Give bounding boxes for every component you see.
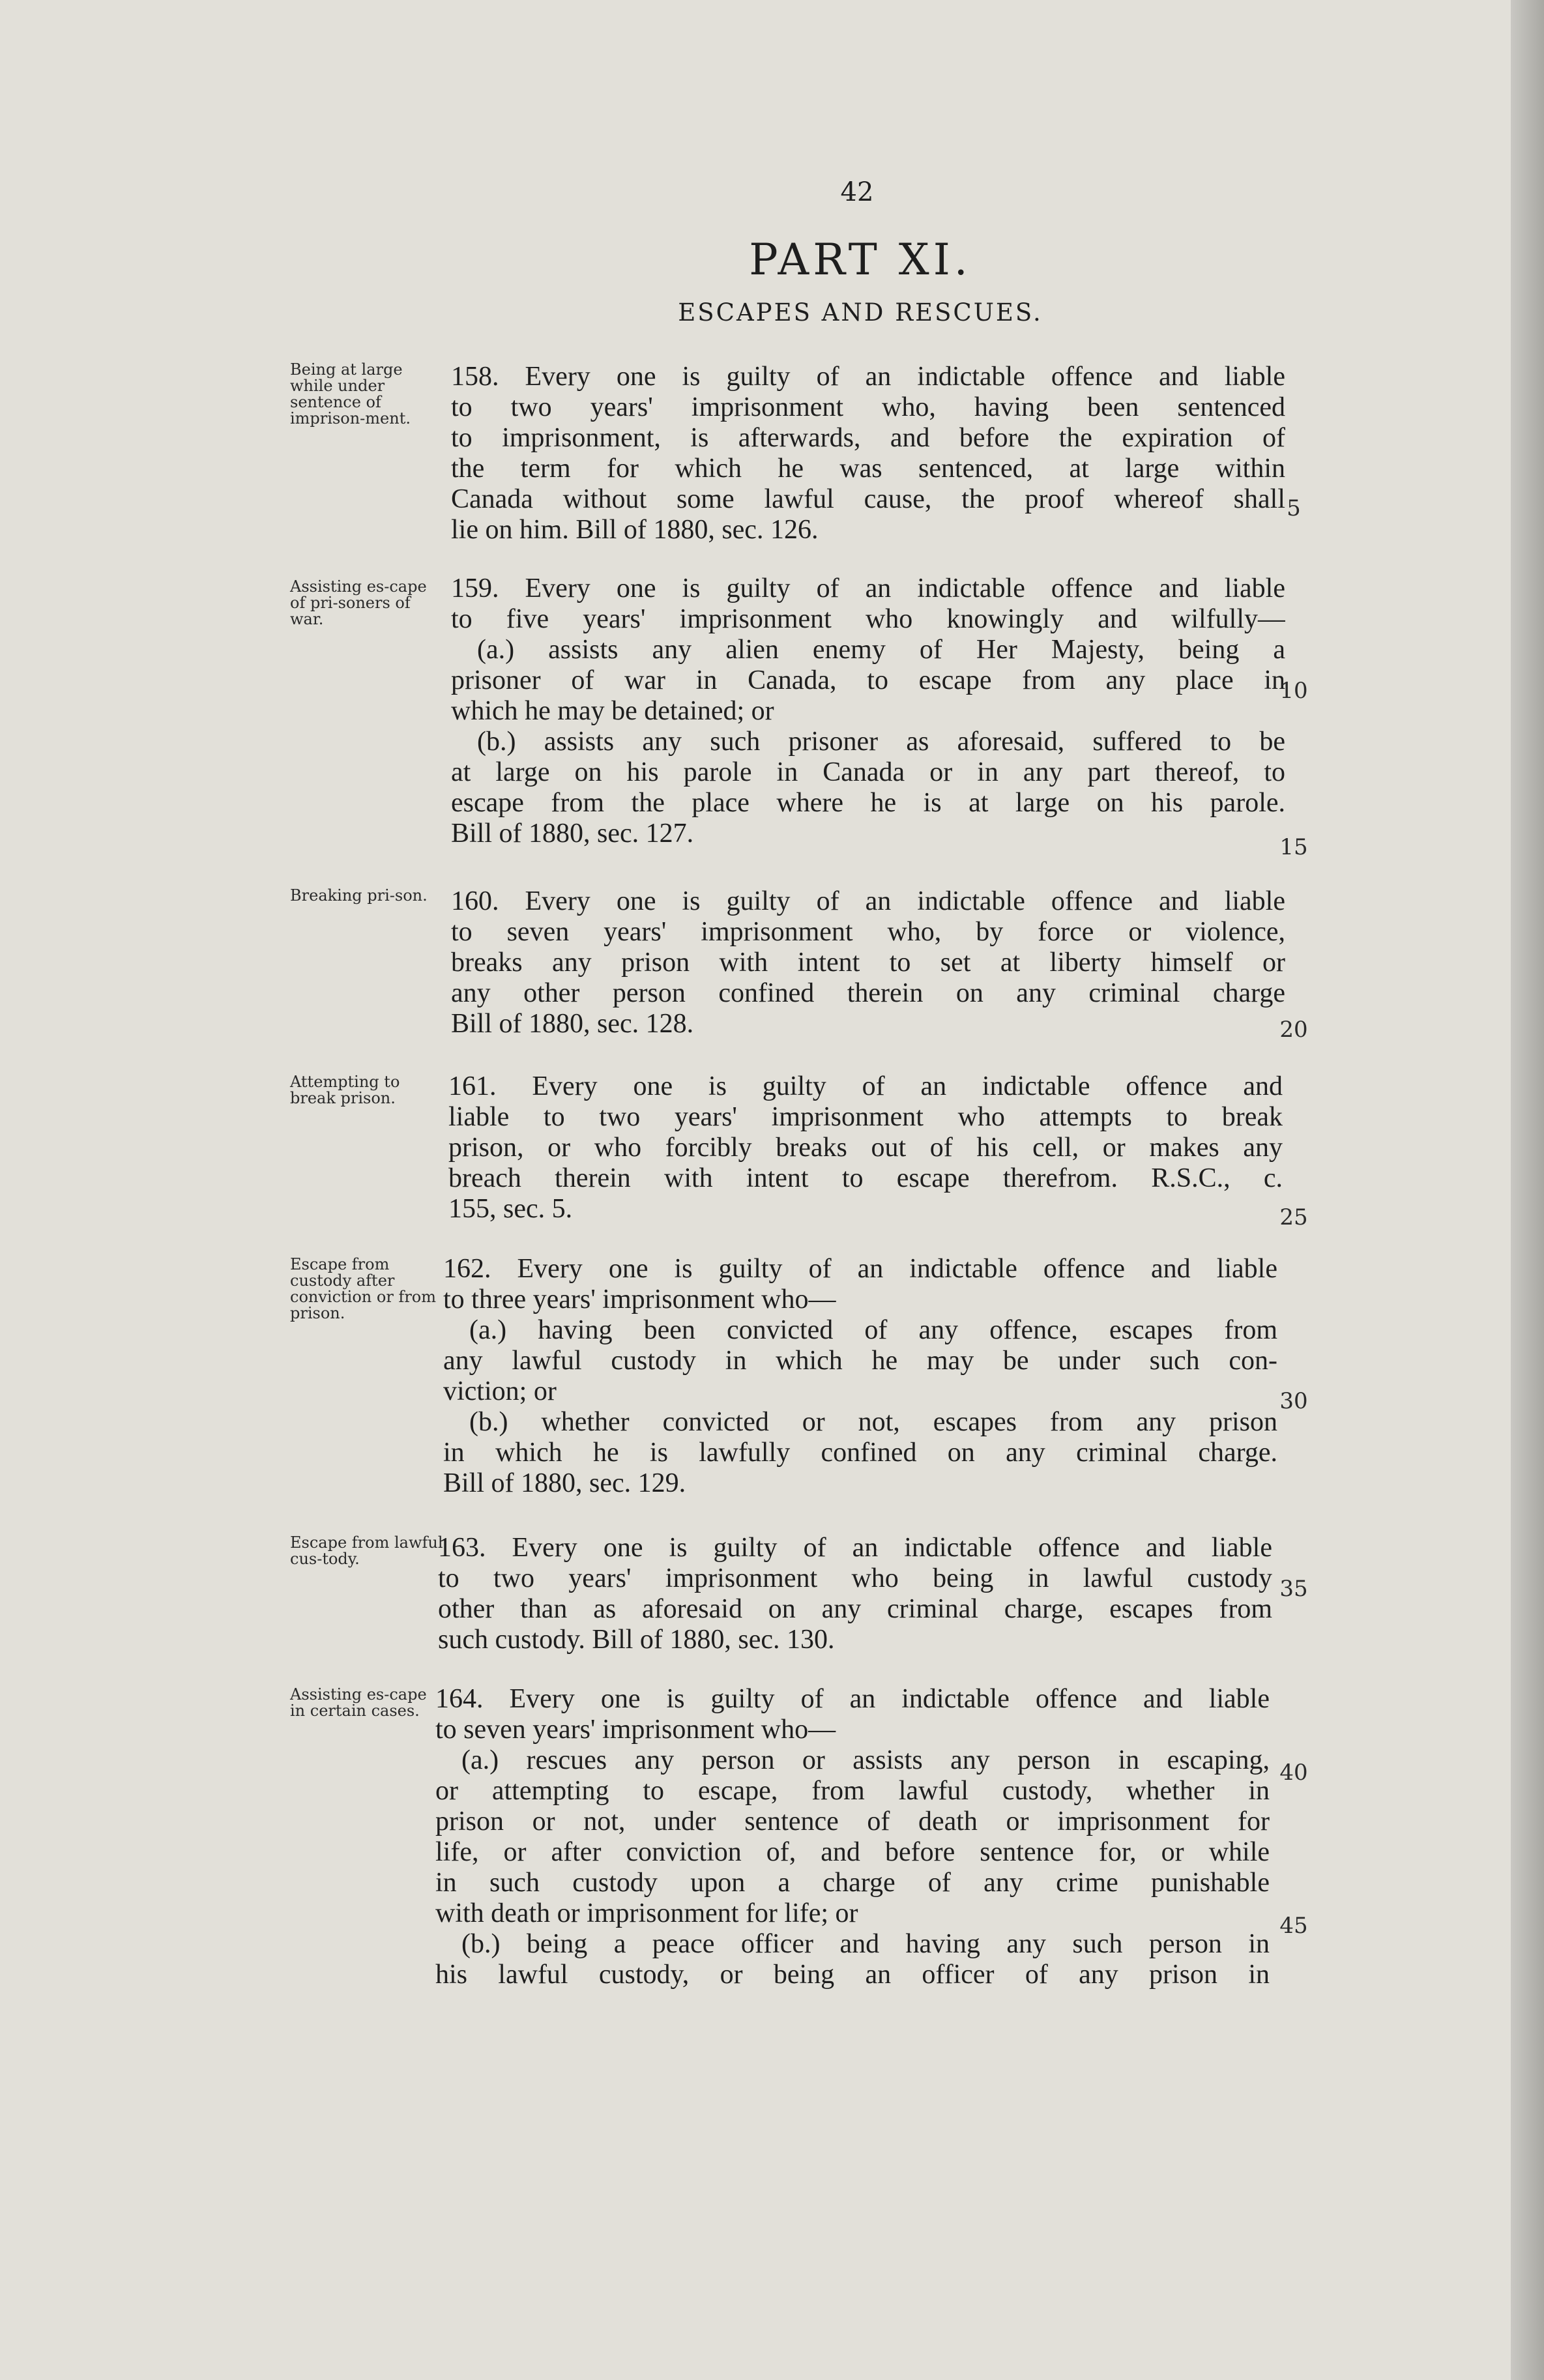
page-edge: [1511, 0, 1544, 2380]
margin-note-161: Attempting to break prison.: [290, 1073, 400, 1107]
section-line: or attempting to escape, from lawful custody, whether in: [435, 1776, 1270, 1806]
section-line: to two years' imprisonment who, having been sentenced: [451, 392, 1285, 422]
section-line: which he may be detained; or: [451, 696, 774, 726]
section-line: in such custody upon a charge of any crime punishable: [435, 1868, 1270, 1898]
section-line: (b.) whether convicted or not, escapes from any prison: [469, 1407, 1277, 1437]
section-line: such custody. Bill of 1880, sec. 130.: [438, 1625, 835, 1655]
line-number: 35: [1279, 1576, 1308, 1602]
section-line: breach therein with intent to escape therefrom. R.S.C., c.: [448, 1163, 1283, 1193]
section-line: in which he is lawfully confined on any criminal charge.: [443, 1438, 1277, 1468]
section-line: viction; or: [443, 1376, 557, 1406]
section-line: 158. Every one is guilty of an indictable offence and liable: [451, 362, 1285, 392]
section-161: [448, 1071, 1283, 1225]
margin-note-162: Escape from custody after conviction or from prison.: [290, 1255, 436, 1322]
section-line: 161. Every one is guilty of an indictable offence and: [448, 1071, 1283, 1101]
section-line: to five years' imprisonment who knowingly and wilfully—: [451, 604, 1285, 634]
line-number: 40: [1279, 1760, 1308, 1786]
section-line: Canada without some lawful cause, the proof whereof shall: [451, 484, 1285, 514]
margin-note-164: Assisting es-cape in certain cases.: [290, 1685, 427, 1720]
section-line: prisoner of war in Canada, to escape from any place in: [451, 665, 1285, 695]
section-line: Bill of 1880, sec. 128.: [451, 1009, 694, 1039]
section-162: [443, 1254, 1277, 1499]
section-158: [451, 362, 1285, 545]
section-line: any lawful custody in which he may be under such con-: [443, 1346, 1277, 1376]
section-line: (b.) being a peace officer and having any such person in: [461, 1929, 1270, 1959]
section-line: Bill of 1880, sec. 129.: [443, 1468, 686, 1498]
section-line: to seven years' imprisonment who, by force or violence,: [451, 917, 1285, 947]
section-line: any other person confined therein on any criminal charge: [451, 978, 1285, 1008]
margin-note-159: Assisting es-cape of pri-soners of war.: [290, 577, 427, 628]
section-line: with death or imprisonment for life; or: [435, 1898, 858, 1928]
section-line: 159. Every one is guilty of an indictable offence and liable: [451, 573, 1285, 603]
section-line: escape from the place where he is at large on his parole.: [451, 788, 1285, 818]
section-line: breaks any prison with intent to set at liberty himself or: [451, 948, 1285, 978]
section-line: prison, or who forcibly breaks out of his cell, or makes any: [448, 1133, 1283, 1163]
section-line: (a.) assists any alien enemy of Her Majesty, being a: [477, 635, 1285, 665]
section-line: Bill of 1880, sec. 127.: [451, 819, 694, 849]
section-line: his lawful custody, or being an officer of any prison in: [435, 1960, 1270, 1990]
line-number: 20: [1279, 1017, 1308, 1043]
section-line: 162. Every one is guilty of an indictable offence and liable: [443, 1254, 1277, 1284]
section-line: (b.) assists any such prisoner as aforesaid, suffered to be: [477, 727, 1285, 757]
page-number: 42: [840, 177, 874, 207]
section-line: at large on his parole in Canada or in any part thereof, to: [451, 757, 1285, 787]
section-line: 155, sec. 5.: [448, 1194, 573, 1224]
line-number: 45: [1279, 1913, 1308, 1939]
section-line: prison or not, under sentence of death or imprisonment for: [435, 1807, 1270, 1836]
section-163: [438, 1533, 1272, 1655]
part-title: PART XI.: [749, 235, 972, 285]
section-line: 160. Every one is guilty of an indictable offence and liable: [451, 886, 1285, 916]
section-line: 164. Every one is guilty of an indictable offence and liable: [435, 1684, 1270, 1714]
section-line: other than as aforesaid on any criminal charge, escapes from: [438, 1594, 1272, 1624]
section-line: (a.) rescues any person or assists any person in escaping,: [461, 1745, 1270, 1775]
line-number: 25: [1279, 1204, 1308, 1230]
line-number: 30: [1279, 1388, 1308, 1414]
section-159: [451, 573, 1285, 849]
section-line: lie on him. Bill of 1880, sec. 126.: [451, 515, 819, 545]
section-line: 163. Every one is guilty of an indictable offence and liable: [438, 1533, 1272, 1563]
section-line: to three years' imprisonment who—: [443, 1284, 836, 1314]
section-line: life, or after conviction of, and before sentence for, or while: [435, 1837, 1270, 1867]
margin-note-160: Breaking pri-son.: [290, 886, 428, 905]
line-number: 15: [1279, 834, 1308, 860]
section-line: liable to two years' imprisonment who attempts to break: [448, 1102, 1283, 1132]
section-line: to seven years' imprisonment who—: [435, 1715, 836, 1745]
margin-note-163: Escape from lawful cus-tody.: [290, 1533, 443, 1568]
section-160: [451, 886, 1285, 1039]
section-line: (a.) having been convicted of any offence, escapes from: [469, 1315, 1277, 1345]
section-line: to two years' imprisonment who being in lawful custody: [438, 1563, 1272, 1593]
line-number: 10: [1279, 678, 1308, 704]
section-line: to imprisonment, is afterwards, and before the expiration of: [451, 423, 1285, 453]
section-title: ESCAPES AND RESCUES.: [678, 298, 1043, 327]
section-164: [435, 1684, 1270, 1990]
section-line: the term for which he was sentenced, at large within: [451, 454, 1285, 484]
margin-note-158: Being at large while under sentence of imprison-ment.: [290, 360, 411, 428]
line-number: 5: [1287, 495, 1301, 521]
